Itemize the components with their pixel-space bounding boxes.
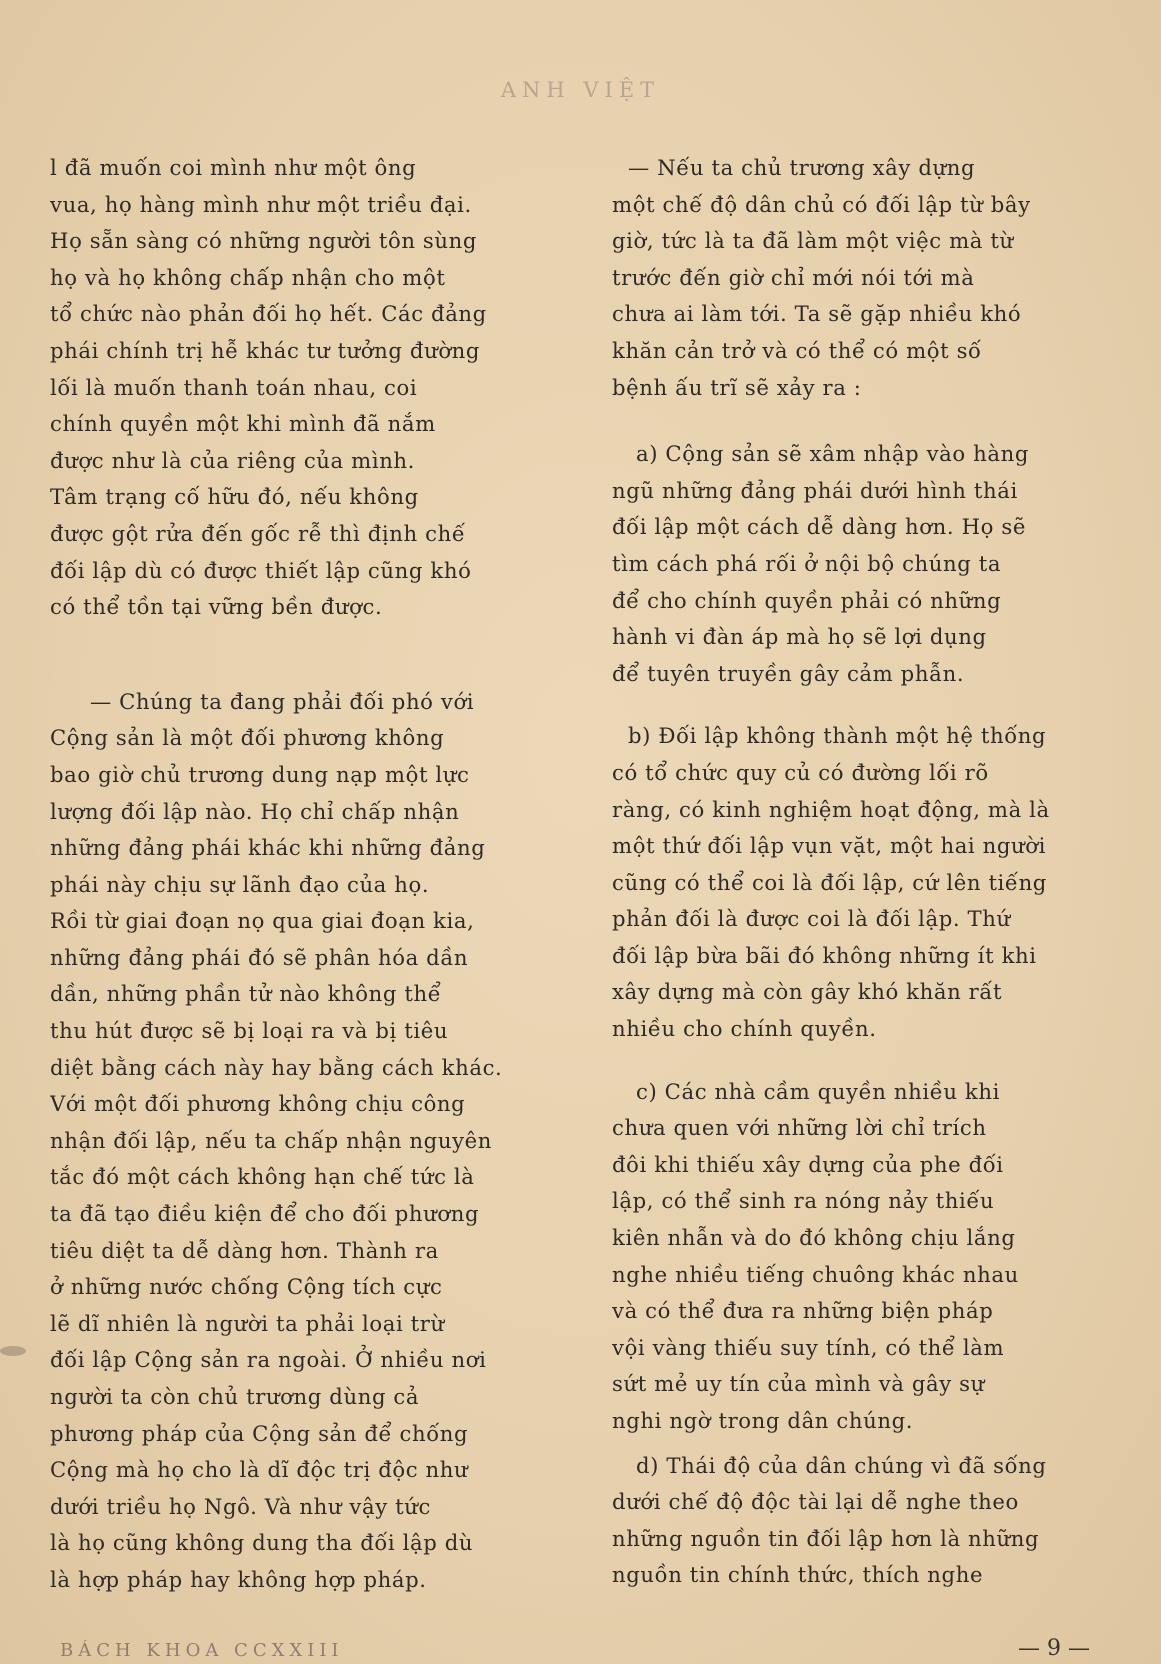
- text-line: vua, họ hàng mình như một triều đại.: [50, 191, 472, 217]
- text-line: có thể tồn tại vững bền được.: [50, 594, 383, 620]
- text-line: l đã muốn coi mình như một ông: [50, 155, 417, 180]
- text-line: giờ, tức là ta đã làm một việc mà từ: [612, 228, 1014, 254]
- text-line: phản đối là được coi là đối lập. Thứ: [612, 906, 1011, 932]
- text-line: phái này chịu sự lãnh đạo của họ.: [50, 871, 430, 897]
- point-a: [612, 436, 1112, 692]
- point-d: [612, 1448, 1112, 1594]
- text-line: đôi khi thiếu xây dựng của phe đối: [612, 1151, 1004, 1177]
- text-line: được gột rửa đến gốc rễ thì định chế: [50, 520, 466, 546]
- text-line: tắc đó một cách không hạn chế tức là: [50, 1164, 475, 1190]
- footer-publication: BÁCH KHOA CCXXIII: [60, 1640, 344, 1661]
- text-line: ngũ những đảng phái dưới hình thái: [612, 477, 1018, 503]
- text-line: những đảng phái đó sẽ phân hóa dần: [50, 944, 469, 970]
- text-line: nghe nhiều tiếng chuông khác nhau: [612, 1261, 1019, 1287]
- page-number: — 9 —: [1018, 1636, 1090, 1661]
- text-line: dần, những phần tử nào không thể: [50, 981, 442, 1007]
- text-line: b) Đối lập không thành một hệ thống: [628, 723, 1047, 749]
- intro-paragraph: [612, 150, 1112, 406]
- text-line: để tuyên truyền gây cảm phẫn.: [612, 660, 965, 686]
- text-line: và có thể đưa ra những biện pháp: [612, 1298, 994, 1324]
- text-line: lối là muốn thanh toán nhau, coi: [50, 374, 418, 400]
- text-line: những nguồn tin đối lập hơn là những: [612, 1525, 1040, 1551]
- text-line: phái chính trị hễ khác tư tưởng đường: [50, 337, 481, 363]
- right-column: [612, 150, 1112, 1594]
- text-line: tổ chức nào phản đối họ hết. Các đảng: [50, 301, 487, 327]
- paragraph-1: [50, 150, 565, 626]
- text-line: lẽ dĩ nhiên là người ta phải loại trừ: [50, 1310, 445, 1336]
- text-line: a) Cộng sản sẽ xâm nhập vào hàng: [636, 441, 1029, 467]
- text-line: dưới triều họ Ngô. Và như vậy tức: [50, 1493, 431, 1519]
- text-line: đối lập bừa bãi đó không những ít khi: [612, 942, 1037, 968]
- text-line: sứt mẻ uy tín của mình và gây sự: [612, 1371, 985, 1397]
- text-line: bệnh ấu trĩ sẽ xảy ra :: [612, 374, 862, 400]
- text-line: họ và họ không chấp nhận cho một: [50, 264, 446, 290]
- text-line: nguồn tin chính thức, thích nghe: [612, 1562, 984, 1588]
- text-line: cũng có thể coi là đối lập, cứ lên tiếng: [612, 869, 1047, 895]
- text-line: là họ cũng không dung tha đối lập dù: [50, 1530, 474, 1556]
- text-line: phương pháp của Cộng sản để chống: [50, 1420, 469, 1446]
- text-line: một chế độ dân chủ có đối lập từ bây: [612, 191, 1031, 217]
- ink-smudge: [0, 1346, 26, 1356]
- text-line: Cộng sản là một đối phương không: [50, 725, 445, 751]
- text-line: Tâm trạng cố hữu đó, nếu không: [50, 484, 419, 510]
- text-line: ràng, có kinh nghiệm hoạt động, mà là: [612, 796, 1050, 822]
- text-line: nhiều cho chính quyền.: [612, 1016, 877, 1042]
- text-line: ở những nước chống Cộng tích cực: [50, 1274, 443, 1300]
- running-title: ANH VIỆT: [500, 78, 661, 102]
- paragraph-2: [50, 684, 565, 1599]
- text-line: được như là của riêng của mình.: [50, 447, 416, 473]
- text-line: lượng đối lập nào. Họ chỉ chấp nhận: [50, 798, 460, 824]
- text-line: trước đến giờ chỉ mới nói tới mà: [612, 264, 975, 290]
- text-line: nghi ngờ trong dân chúng.: [612, 1408, 914, 1433]
- text-line: chính quyền một khi mình đã nắm: [50, 411, 436, 437]
- point-c: [612, 1074, 1112, 1440]
- text-line: Rồi từ giai đoạn nọ qua giai đoạn kia,: [50, 908, 475, 934]
- text-line: một thứ đối lập vụn vặt, một hai người: [612, 833, 1047, 859]
- text-line: thu hút được sẽ bị loại ra và bị tiêu: [50, 1018, 449, 1044]
- text-line: — Chúng ta đang phải đối phó với: [90, 688, 475, 714]
- text-line: xây dựng mà còn gây khó khăn rất: [612, 979, 1003, 1005]
- text-line: nhận đối lập, nếu ta chấp nhận nguyên: [50, 1127, 493, 1153]
- text-line: những đảng phái khác khi những đảng: [50, 835, 486, 861]
- text-line: dưới chế độ độc tài lại dễ nghe theo: [612, 1489, 1019, 1515]
- text-line: chưa quen với những lời chỉ trích: [612, 1115, 987, 1141]
- text-line: đối lập dù có được thiết lập cũng khó: [50, 557, 472, 583]
- text-line: tìm cách phá rối ở nội bộ chúng ta: [612, 550, 1002, 576]
- text-line: là hợp pháp hay không hợp pháp.: [50, 1566, 427, 1592]
- text-line: để cho chính quyền phải có những: [612, 587, 1002, 613]
- text-line: Họ sẵn sàng có những người tôn sùng: [50, 228, 478, 254]
- text-line: Với một đối phương không chịu công: [50, 1091, 466, 1117]
- text-line: khăn cản trở và có thể có một số: [612, 337, 982, 363]
- text-line: hành vi đàn áp mà họ sẽ lợi dụng: [612, 624, 987, 650]
- text-line: lập, có thể sinh ra nóng nảy thiếu: [612, 1188, 995, 1214]
- text-line: tiêu diệt ta dễ dàng hơn. Thành ra: [50, 1237, 439, 1263]
- text-line: chưa ai làm tới. Ta sẽ gặp nhiều khó: [612, 301, 1022, 327]
- text-line: bao giờ chủ trương dung nạp một lực: [50, 761, 470, 787]
- text-line: Cộng mà họ cho là dĩ độc trị độc như: [50, 1457, 469, 1483]
- point-b: [612, 718, 1112, 1047]
- text-line: ta đã tạo điều kiện để cho đối phương: [50, 1201, 480, 1227]
- left-column: [50, 150, 565, 1599]
- text-line: có tổ chức quy củ có đường lối rõ: [612, 759, 989, 785]
- text-line: d) Thái độ của dân chúng vì đã sống: [636, 1452, 1047, 1478]
- text-line: c) Các nhà cầm quyền nhiều khi: [636, 1078, 1000, 1104]
- text-line: đối lập một cách dễ dàng hơn. Họ sẽ: [612, 514, 1026, 540]
- text-line: vội vàng thiếu suy tính, có thể làm: [612, 1334, 1005, 1360]
- text-line: kiên nhẫn và do đó không chịu lắng: [612, 1225, 1016, 1251]
- text-line: diệt bằng cách này hay bằng cách khác.: [50, 1054, 503, 1080]
- text-line: — Nếu ta chủ trương xây dựng: [628, 155, 976, 180]
- text-line: người ta còn chủ trương dùng cả: [50, 1384, 420, 1409]
- text-line: đối lập Cộng sản ra ngoài. Ở nhiều nơi: [50, 1347, 487, 1373]
